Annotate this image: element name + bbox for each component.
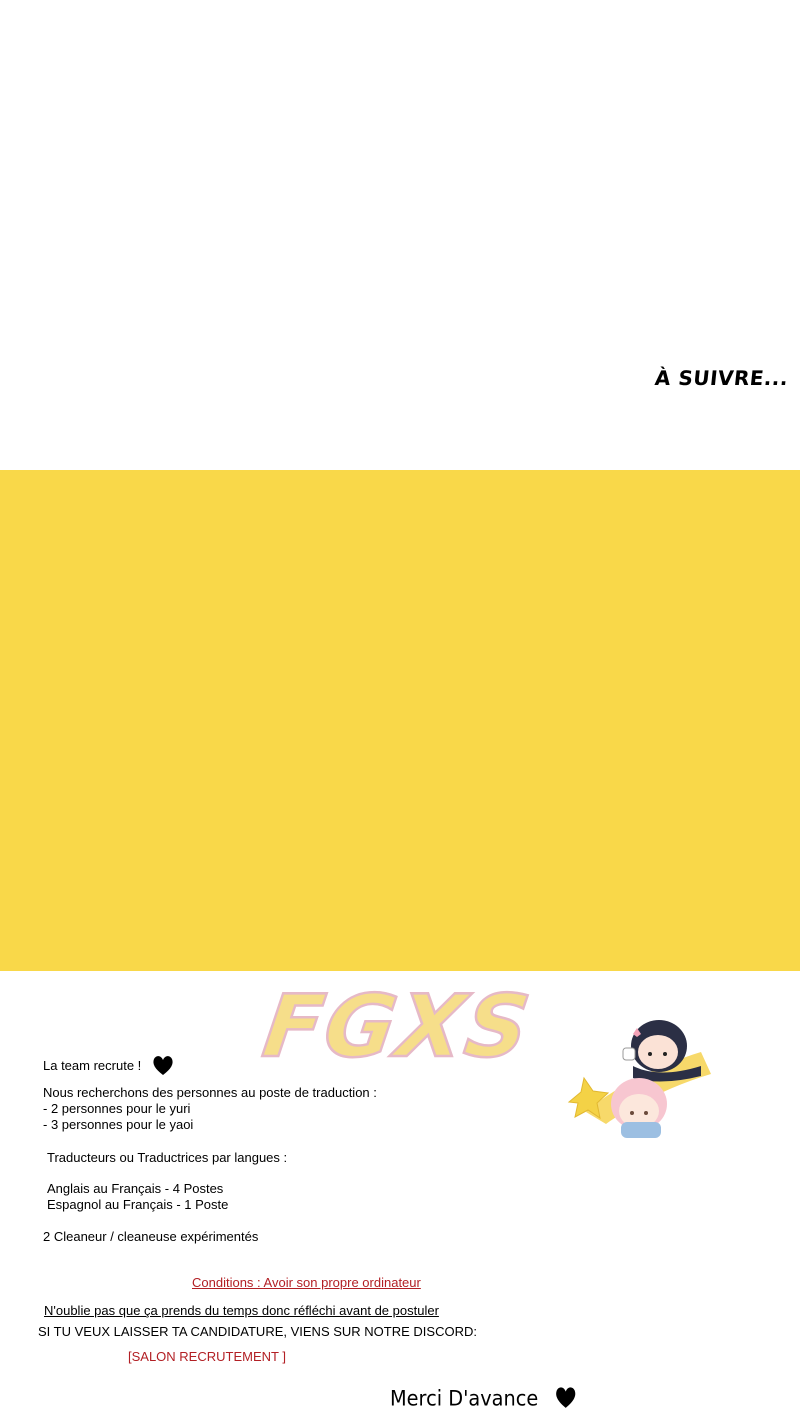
fgxs-logo [243, 972, 543, 1082]
yellow-frame [0, 470, 800, 1411]
intro-text: La team recrute ! [43, 1057, 142, 1073]
salon-text: [SALON RECRUTEMENT ] [128, 1349, 286, 1364]
to-be-continued-text: À SUIVRE... [653, 366, 790, 390]
intro-line [43, 1053, 175, 1080]
reminder-text: N'oublie pas que ça prends du temps donc réfléchi avant de postuler [44, 1303, 439, 1318]
discord-text: SI TU VEUX LAISSER TA CANDIDATURE, VIENS SUR NOTRE DISCORD: [38, 1324, 477, 1339]
heart-icon [554, 1384, 578, 1415]
yuri-text: - 2 personnes pour le yuri [43, 1101, 191, 1116]
top-blank-area [0, 0, 800, 470]
heart-icon [151, 1053, 175, 1080]
spanish-posts: Espagnol au Français - 1 Poste [47, 1197, 229, 1212]
yaoi-text: - 3 personnes pour le yaoi [43, 1117, 194, 1132]
translators-heading: Traducteurs ou Traductrices par langues : [47, 1150, 288, 1165]
logo-text: FGXS [257, 977, 538, 1077]
search-text: Nous recherchons des personnes au poste de traduction : [43, 1085, 377, 1100]
cleaners-text: 2 Cleaneur / cleaneuse expérimentés [43, 1229, 259, 1244]
thanks-text: Merci D'avance [390, 1386, 539, 1411]
conditions-text: Conditions : Avoir son propre ordinateur [192, 1275, 421, 1290]
thanks-line [390, 1384, 578, 1415]
chibi-illustration [551, 994, 721, 1144]
recruitment-panel [33, 972, 768, 1417]
english-posts: Anglais au Français - 4 Postes [47, 1181, 224, 1196]
